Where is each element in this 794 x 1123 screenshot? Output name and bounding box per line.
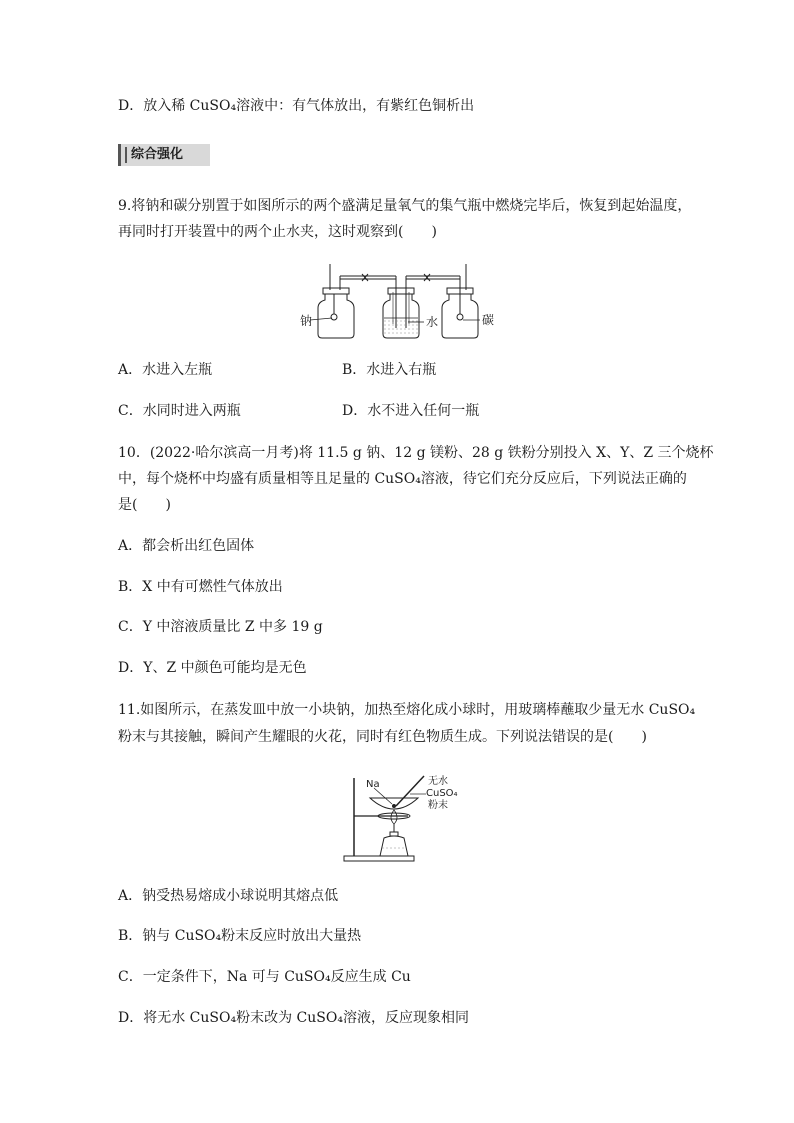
q9-option-a: A．水进入左瓶 xyxy=(118,362,213,378)
section-tag xyxy=(118,144,210,166)
middle-bottle xyxy=(383,276,424,338)
left-clamp-icon xyxy=(362,274,368,281)
section-title: 综合强化 xyxy=(131,147,184,162)
q9-option-d: D．水不进入任何一瓶 xyxy=(342,403,480,419)
q11-option-b: B．钠与 CuSO₄粉末反应时放出大量热 xyxy=(118,928,362,944)
label-carbon: 碳 xyxy=(482,313,495,327)
right-clamp-icon xyxy=(424,274,430,281)
label-anhydrous: 无水 xyxy=(428,776,448,787)
label-sodium: 钠 xyxy=(300,314,313,328)
flame xyxy=(391,810,397,824)
alcohol-lamp xyxy=(380,836,408,856)
q9-option-c: C．水同时进入两瓶 xyxy=(118,403,241,419)
label-powder: 粉末 xyxy=(428,800,448,811)
q9-stem-line1: 9.将钠和碳分别置于如图所示的两个盛满足量氧气的集气瓶中燃烧完毕后，恢复到起始温度， xyxy=(118,198,692,214)
q9-option-b: B．水进入右瓶 xyxy=(342,362,437,378)
q11-stem-line2: 粉末与其接触，瞬间产生耀眼的火花，同时有红色物质生成。下列说法错误的是( ) xyxy=(118,729,647,745)
left-bottle xyxy=(318,264,354,338)
sodium-ball xyxy=(392,804,396,808)
q9-stem-line2: 再同时打开装置中的两个止水夹，这时观察到( ) xyxy=(118,224,437,240)
q10-stem-line1: 10．(2022·哈尔滨高一月考)将 11.5 g 钠、12 g 镁粉、28 g 铁粉分别投入 X、Y、Z 三个烧杯 xyxy=(118,445,714,461)
section-tag-bar xyxy=(125,147,127,163)
q10-stem-line2: 中，每个烧杯中均盛有质量相等且足量的 CuSO₄溶液，待它们充分反应后，下列说法正确的 xyxy=(118,471,687,487)
q10-option-a: A．都会析出红色固体 xyxy=(118,538,255,554)
label-na: Na xyxy=(366,779,380,790)
q10-option-c: C．Y 中溶液质量比 Z 中多 19 g xyxy=(118,619,323,635)
q9-apparatus-figure xyxy=(296,262,506,342)
q11-option-a: A．钠受热易熔成小球说明其熔点低 xyxy=(118,888,339,904)
q11-apparatus-figure xyxy=(340,772,464,864)
stand-base xyxy=(344,856,414,861)
right-bottle xyxy=(442,264,480,338)
q11-option-d: D．将无水 CuSO₄粉末改为 CuSO₄溶液，反应现象相同 xyxy=(118,1010,469,1026)
q11-option-c: C．一定条件下，Na 可与 CuSO₄反应生成 Cu xyxy=(118,969,411,985)
q8-option-d: D．放入稀 CuSO₄溶液中：有气体放出，有紫红色铜析出 xyxy=(118,98,475,114)
q11-stem-line1: 11.如图所示，在蒸发皿中放一小块钠，加热至熔化成小球时，用玻璃棒蘸取少量无水 CuSO₄ xyxy=(118,702,696,718)
q10-stem-line3: 是( ) xyxy=(118,497,171,513)
label-water: 水 xyxy=(426,315,439,329)
q10-option-b: B．X 中有可燃性气体放出 xyxy=(118,579,283,595)
q10-option-d: D．Y、Z 中颜色可能均是无色 xyxy=(118,660,307,676)
label-cuso4: CuSO₄ xyxy=(426,788,458,799)
